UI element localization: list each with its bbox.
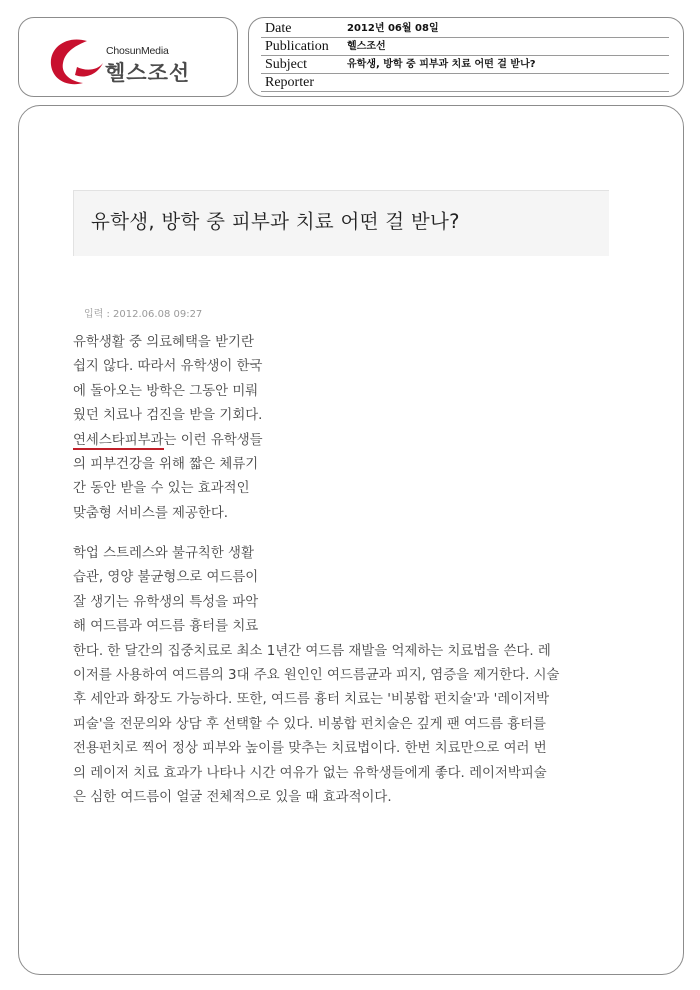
meta-label: Reporter: [265, 75, 314, 90]
text-line: 의 피부건강을 위해 짧은 체류기: [73, 456, 259, 472]
article-dateline: 입력 : 2012.06.08 09:27: [84, 309, 203, 320]
headline-box: [73, 190, 609, 256]
text-line: 전용펀치로 찍어 정상 피부와 높이를 맞추는 치료법이다. 한번 치료만으로 여러 번: [73, 741, 547, 757]
meta-label: Publication: [265, 39, 329, 54]
clinic-link[interactable]: 연세스타피부과: [73, 432, 164, 448]
article-headline: 유학생, 방학 중 피부과 치료 어떤 걸 받나?: [91, 210, 460, 233]
chosun-logo-icon: [47, 37, 105, 87]
metadata-box: [248, 17, 684, 97]
text-line: 피술'을 전문의와 상담 후 선택할 수 있다. 비봉합 펀치술은 깊게 팬 여드름 흉터를: [73, 716, 546, 732]
text-line: 학업 스트레스와 불규칙한 생활: [73, 546, 254, 561]
meta-value: 2012년 06월 08일: [347, 23, 439, 34]
text-line: 은 심한 여드름이 얼굴 전체적으로 있을 때 효과적이다.: [73, 789, 392, 805]
meta-row-reporter: [261, 74, 669, 92]
text-line: 이저를 사용하여 여드름의 3대 주요 원인인 여드름균과 피지, 염증을 제거한다. 시술: [73, 667, 560, 683]
text-line: 맞춤형 서비스를 제공한다.: [73, 505, 229, 521]
text-line: 간 동안 받을 수 있는 효과적인: [73, 481, 250, 497]
text-line: 쉽지 않다. 따라서 유학생이 한국: [73, 359, 263, 375]
paragraph-2: [73, 542, 559, 810]
logo-box: [18, 17, 238, 97]
meta-row-publication: [261, 38, 669, 56]
text-line: 웠던 치료나 검진을 받을 기회다.: [73, 408, 263, 424]
meta-value: 헬스조선: [347, 41, 386, 52]
meta-label: Date: [265, 21, 292, 36]
meta-value: 유학생, 방학 중 피부과 치료 어떤 걸 받나?: [347, 59, 536, 70]
text-line-with-link: [73, 429, 263, 453]
text-line: 해 여드름과 여드름 흉터를 치료: [73, 619, 259, 635]
text-segment: 는 이런 유학생들: [163, 432, 263, 448]
text-line: 한다. 한 달간의 집중치료로 최소 1년간 여드름 재발을 억제하는 치료법을 쓴다. 레: [73, 643, 551, 659]
text-line: 유학생활 중 의료혜택을 받기란: [73, 335, 254, 350]
logo-english-text: ChosunMedia: [106, 45, 169, 57]
text-line: 후 세안과 화장도 가능하다. 또한, 여드름 흉터 치료는 '비봉합 펀치술'과 '레이저박: [73, 692, 550, 708]
text-line: 에 돌아오는 방학은 그동안 미뤄: [73, 383, 259, 399]
paragraph-1: [73, 331, 263, 526]
logo-korean-text: 헬스조선: [105, 61, 191, 85]
text-line: 의 레이저 치료 효과가 나타나 시간 여유가 없는 유학생들에게 좋다. 레이저박피술: [73, 765, 547, 781]
meta-label: Subject: [265, 57, 307, 72]
text-line: 습관, 영양 불균형으로 여드름이: [73, 570, 259, 586]
meta-row-date: [261, 20, 669, 38]
text-line: 잘 생기는 유학생의 특성을 파악: [73, 594, 259, 610]
meta-row-subject: [261, 56, 669, 74]
